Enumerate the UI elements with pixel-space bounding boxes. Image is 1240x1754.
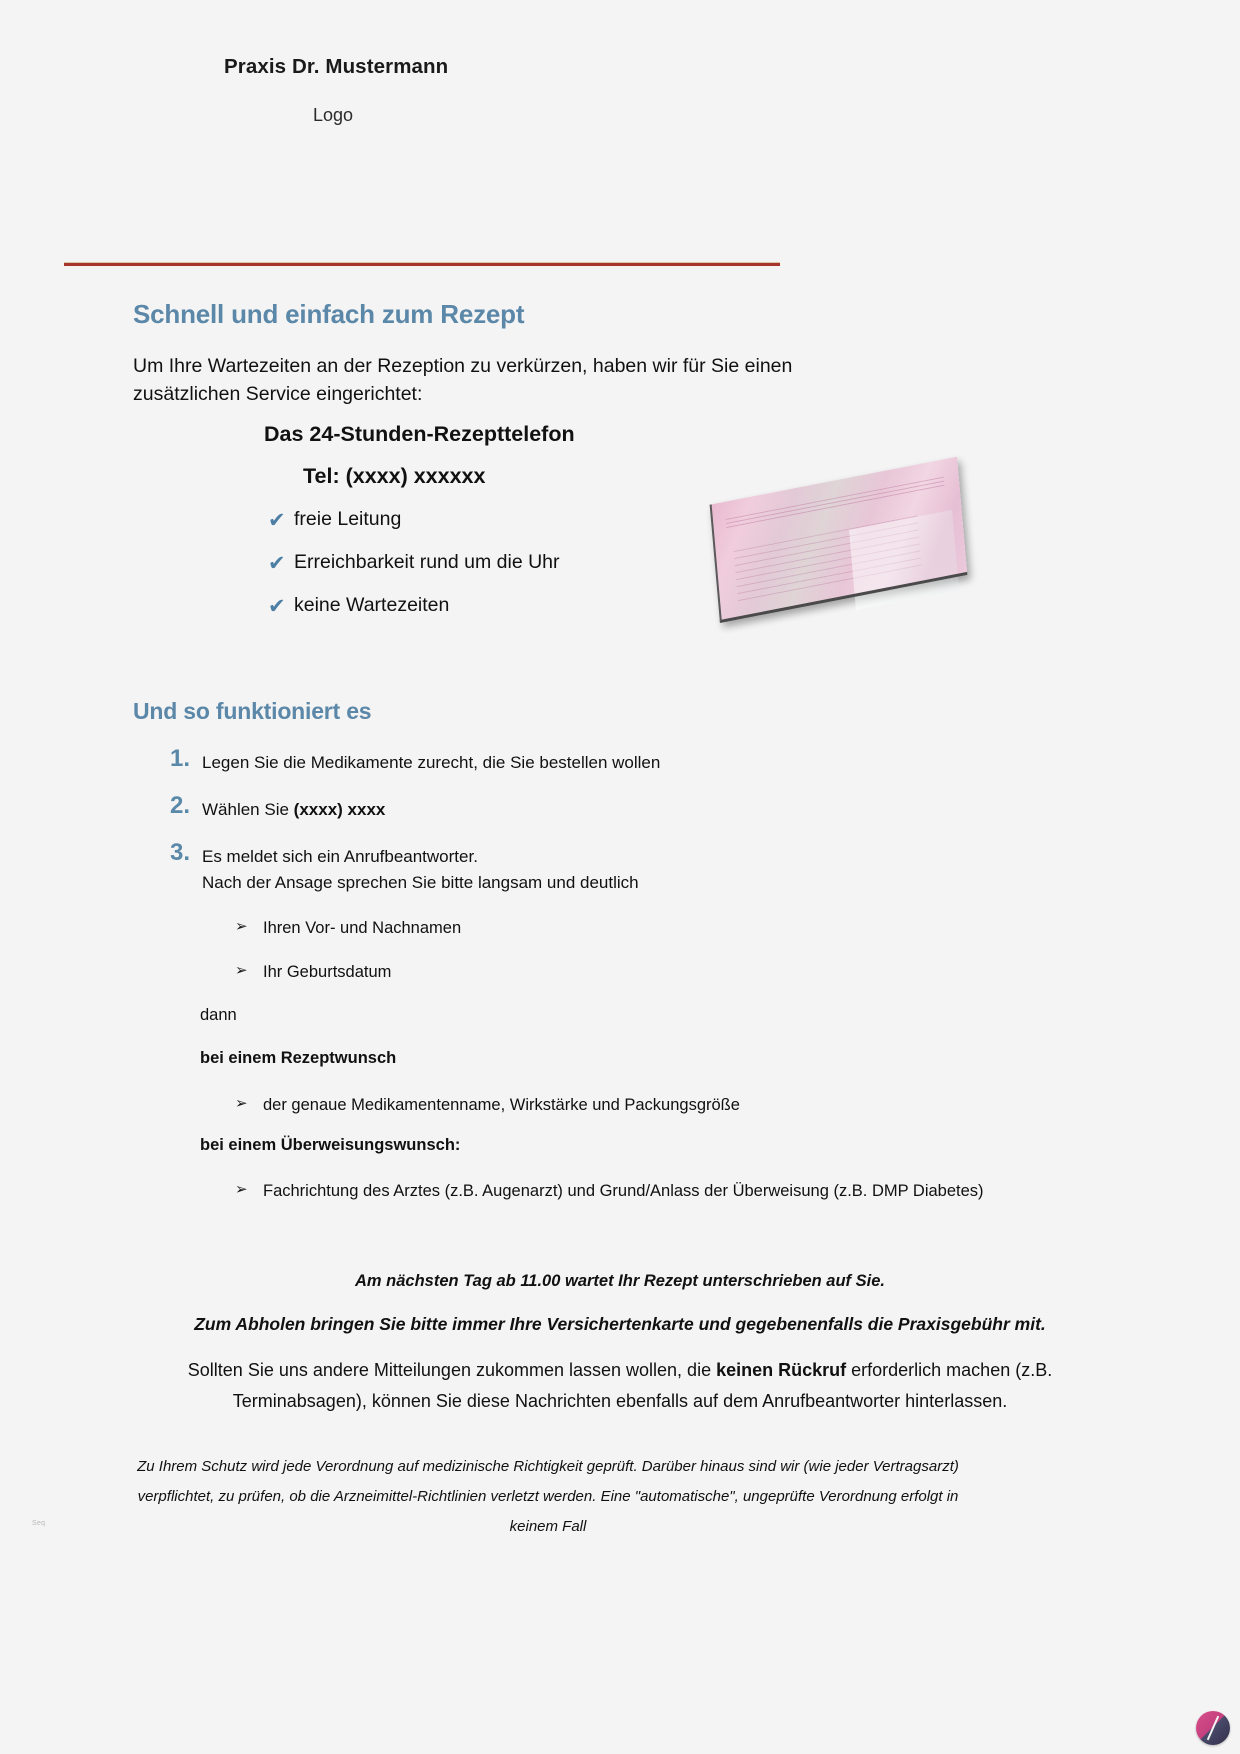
list-item xyxy=(170,745,970,776)
check-icon: ✔ xyxy=(268,552,286,575)
list-item xyxy=(235,915,1035,942)
list-item xyxy=(235,1092,1035,1119)
arrow-bullet-icon: ➢ xyxy=(235,1095,248,1112)
steps-list xyxy=(170,745,970,915)
step-text-line: Es meldet sich ein Anrufbeantworter. xyxy=(202,847,478,866)
ueberweisungswunsch-item-label: Fachrichtung des Arztes (z.B. Augenarzt) und Grund/Anlass der Überweisung (z.B. DMP Diabetes) xyxy=(263,1182,984,1200)
benefits-list xyxy=(268,508,708,637)
benefit-label: freie Leitung xyxy=(294,508,402,530)
closing-bold: keinen Rückruf xyxy=(716,1360,847,1380)
closing-part-1: Sollten Sie uns andere Mitteilungen zukommen lassen wollen, die xyxy=(187,1360,717,1380)
closing-paragraph xyxy=(140,1355,1100,1417)
phone-number: Tel: (xxxx) xxxxxx xyxy=(303,464,486,488)
list-item xyxy=(170,839,970,896)
intro-paragraph: Um Ihre Wartezeiten an der Rezeption zu verkürzen, haben wir für Sie einen zusätzlichen Service eingerichtet: xyxy=(133,355,793,405)
step-text-bold: (xxxx) xxxx xyxy=(293,800,386,819)
arrow-bullet-icon: ➢ xyxy=(235,918,248,935)
step-text-plain: Wählen Sie xyxy=(202,800,294,819)
list-item xyxy=(235,1178,995,1205)
logo-placeholder: Logo xyxy=(313,105,354,125)
closing-part-2: erforderlich machen (z.B. Terminabsagen), können Sie diese Nachrichten ebenfalls auf dem Anrufbeantworter hinterlassen. xyxy=(232,1360,1053,1411)
section-title-funktion: Und so funktioniert es xyxy=(133,698,372,724)
bring-card-note: Zum Abholen bringen Sie bitte immer Ihre Versichertenkarte und gegebenenfalls die Praxisgebühr mit. xyxy=(194,1314,1046,1334)
list-item xyxy=(268,508,708,530)
rezeptwunsch-item-label: der genaue Medikamentenname, Wirkstärke und Packungsgröße xyxy=(263,1096,740,1114)
benefit-label: Erreichbarkeit rund um die Uhr xyxy=(294,551,560,573)
step-number: 2. xyxy=(170,792,191,819)
check-icon: ✔ xyxy=(268,595,286,618)
list-item xyxy=(268,551,708,573)
legal-disclaimer: Zu Ihrem Schutz wird jede Verordnung auf medizinische Richtigkeit geprüft. Darüber hinaus sind wir (wie jeder Vertragsarzt) verpflichtet, zu prüfen, ob die Arzneimittel-Richtlinien verletzt werden. Eine "automatische", ungeprüfte Verordnung erfolgt in keinem Fall xyxy=(137,1458,959,1535)
header-divider-rule xyxy=(64,262,780,266)
step-text-line: Nach der Ansage sprechen Sie bitte langsam und deutlich xyxy=(202,873,639,892)
corner-watermark-logo xyxy=(1196,1711,1230,1745)
arrow-bullet-icon: ➢ xyxy=(235,1181,248,1198)
section-title-rezept: Schnell und einfach zum Rezept xyxy=(133,299,525,329)
rezeptwunsch-label: bei einem Rezeptwunsch xyxy=(200,1049,397,1067)
ueberweisungswunsch-label: bei einem Überweisungswunsch: xyxy=(200,1136,461,1154)
step-text xyxy=(202,795,970,823)
benefit-label: keine Wartezeiten xyxy=(294,594,450,616)
step-text xyxy=(202,842,970,896)
list-item xyxy=(170,792,970,823)
prescription-form-photo xyxy=(720,505,982,643)
list-item xyxy=(235,959,1035,986)
step-number: 3. xyxy=(170,839,191,866)
phone-service-label: Das 24-Stunden-Rezepttelefon xyxy=(264,422,575,446)
check-icon: ✔ xyxy=(268,509,286,532)
step-text: Legen Sie die Medikamente zurecht, die Sie bestellen wollen xyxy=(202,753,661,772)
list-item xyxy=(268,594,708,616)
prescription-edge xyxy=(710,457,968,623)
then-label: dann xyxy=(200,1006,237,1024)
footer-code: Seq xyxy=(32,1520,46,1527)
say-item-label: Ihr Geburtsdatum xyxy=(263,963,392,981)
say-item-label: Ihren Vor- und Nachnamen xyxy=(263,919,462,937)
arrow-bullet-icon: ➢ xyxy=(235,962,248,979)
practice-name: Praxis Dr. Mustermann xyxy=(224,55,449,78)
step-number: 1. xyxy=(170,745,191,772)
pickup-time-note: Am nächsten Tag ab 11.00 wartet Ihr Rezept unterschrieben auf Sie. xyxy=(355,1272,885,1290)
